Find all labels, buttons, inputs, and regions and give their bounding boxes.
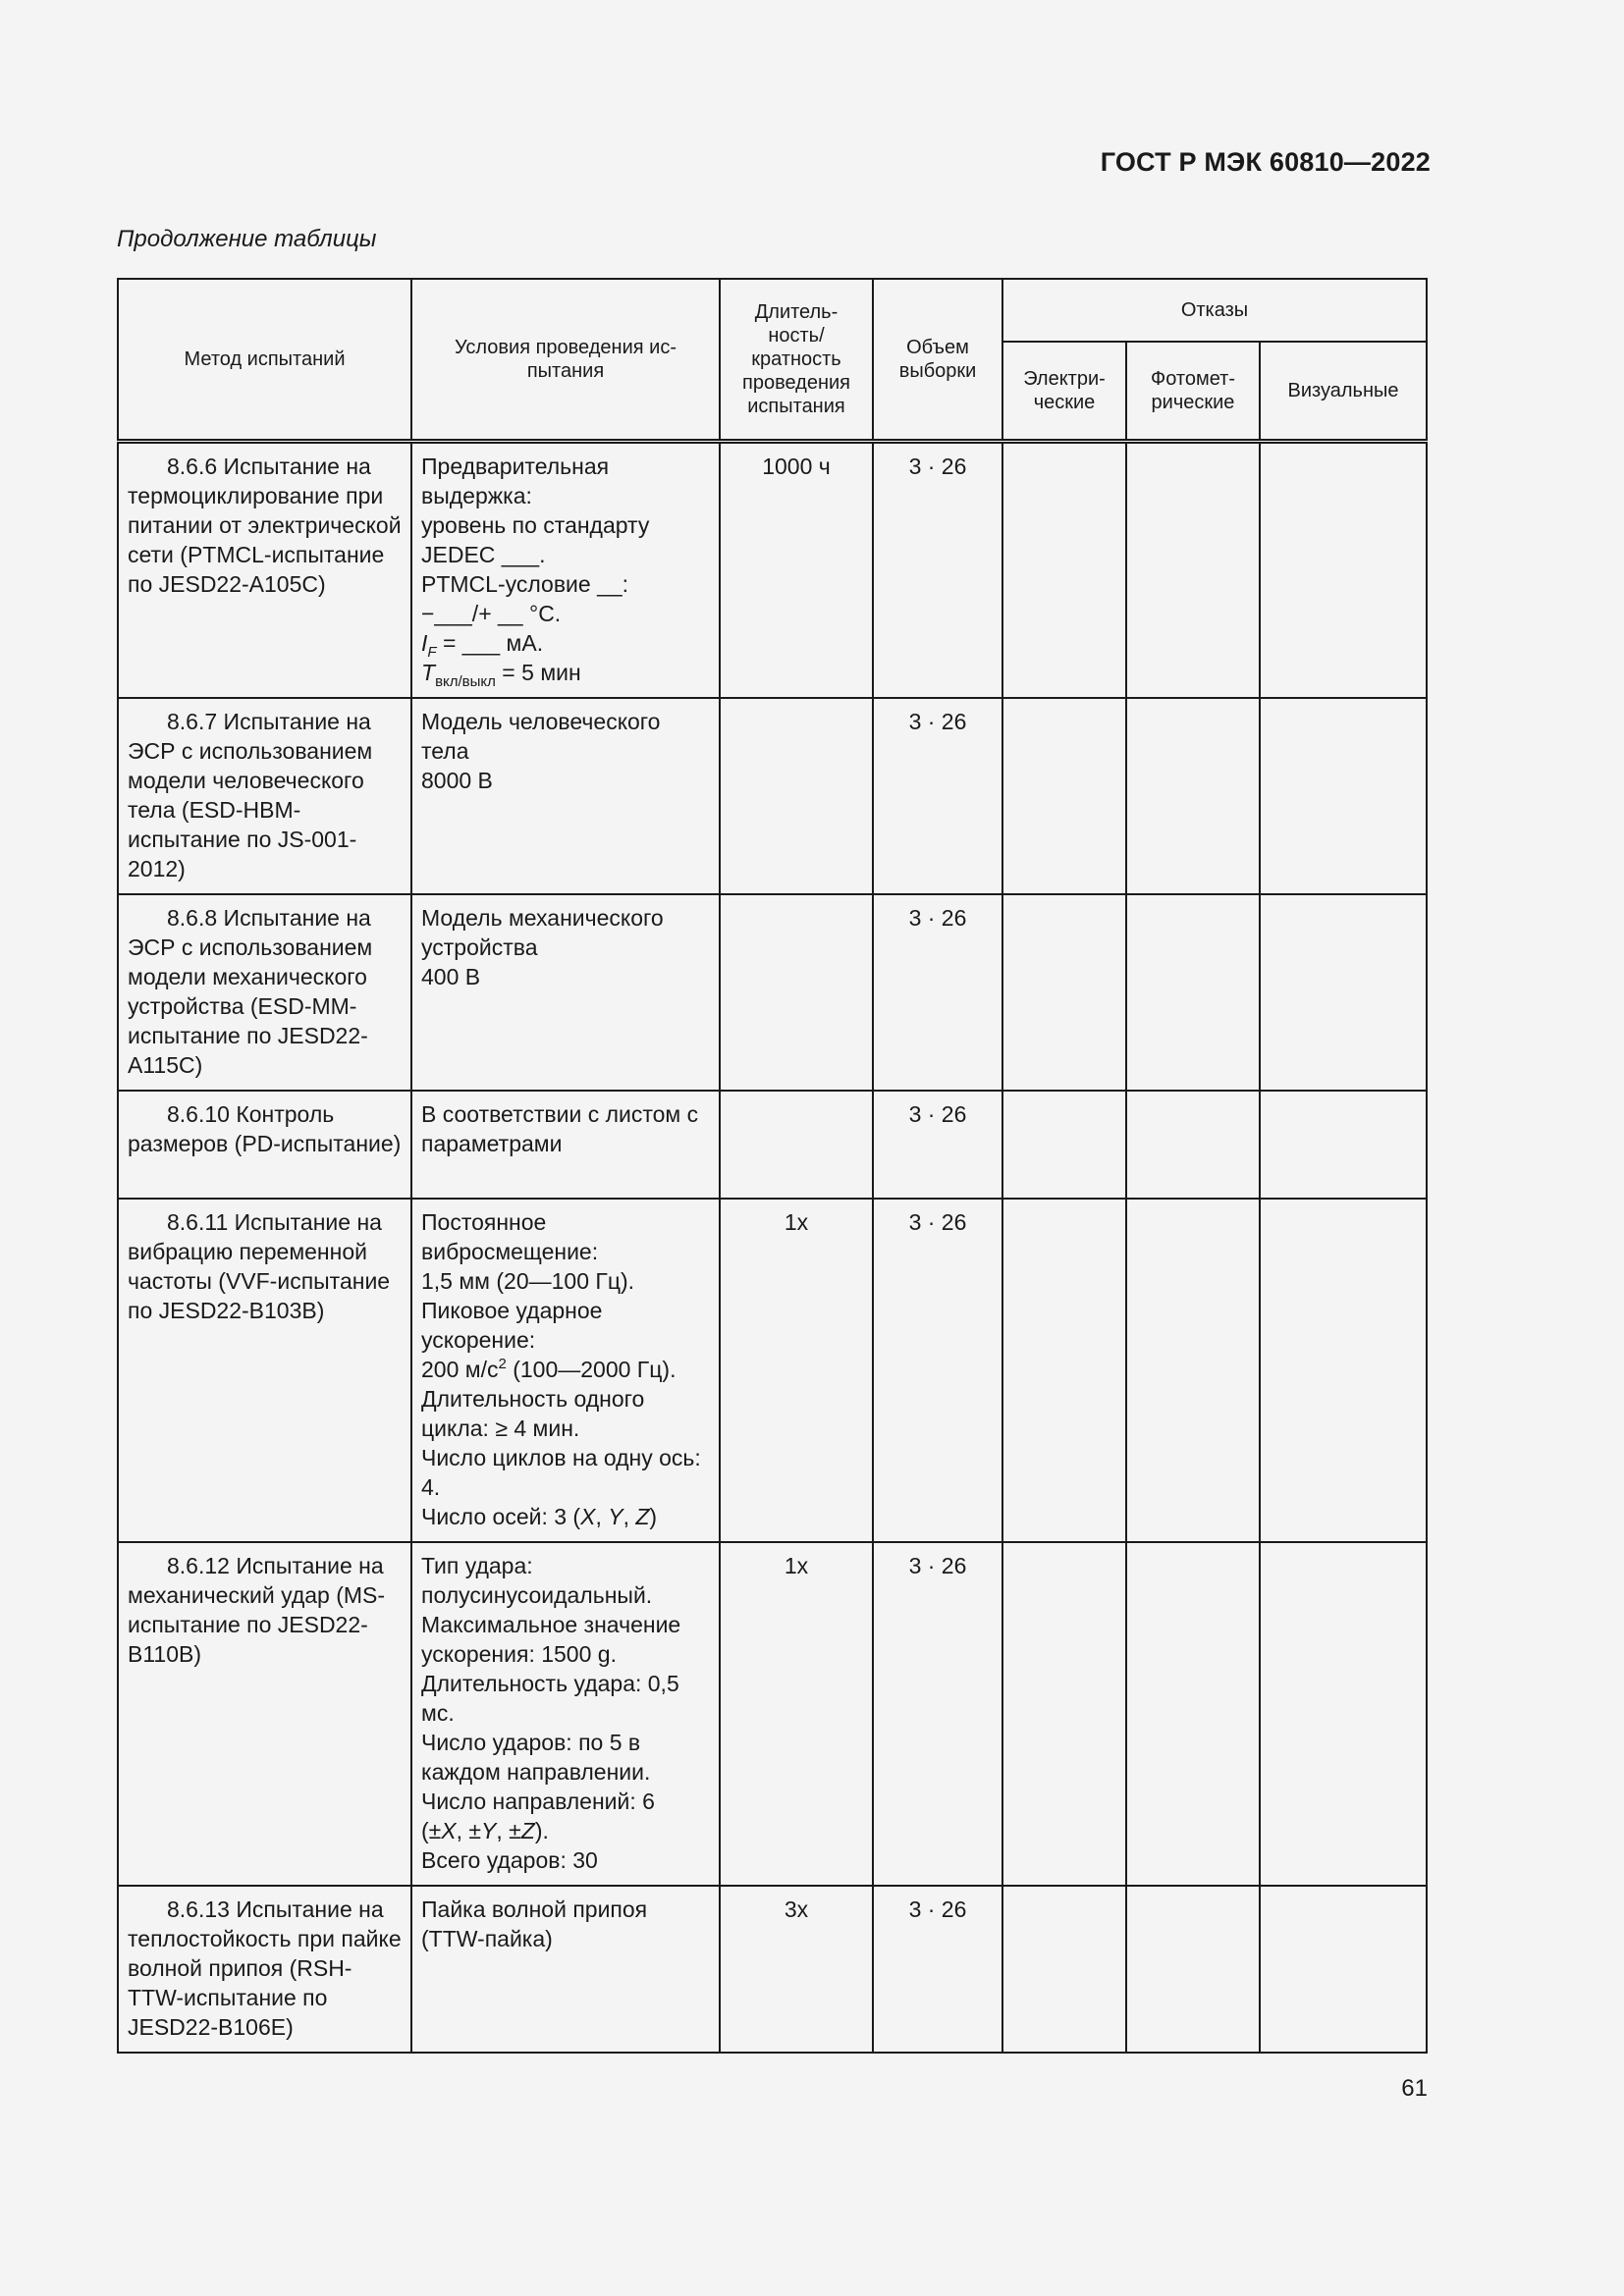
header-failures: Отказы [1002,279,1427,342]
duration-cell [720,1091,873,1199]
visual-cell [1260,1886,1427,2053]
method-cell: 8.6.8 Испытание на ЭСР с использованием модели механического устройства (ESD-MM-испытание по JESD22-A115C) [118,894,411,1091]
table-row [118,442,1427,699]
electrical-cell [1002,1091,1126,1199]
conditions-cell: Пайка волной припоя (TTW-пайка) [411,1886,720,2053]
table-row [118,1091,1427,1199]
table-row [118,894,1427,1091]
sample-cell: 3 · 26 [873,1542,1002,1886]
photometric-cell [1126,1886,1260,2053]
electrical-cell [1002,442,1126,699]
visual-cell [1260,1199,1427,1542]
duration-cell: 3x [720,1886,873,2053]
visual-cell [1260,1091,1427,1199]
method-cell: 8.6.12 Испытание на механический удар (MS-испытание по JESD22-B110B) [118,1542,411,1886]
table-row [118,1199,1427,1542]
table-continuation-caption: Продолжение таблицы [117,226,377,252]
test-methods-table [117,278,1428,2054]
sample-cell: 3 · 26 [873,1091,1002,1199]
method-cell: 8.6.11 Испытание на вибрацию переменной частоты (VVF-испытание по JESD22-B103B) [118,1199,411,1542]
header-sample-size: Объем выборки [873,279,1002,442]
sample-cell: 3 · 26 [873,698,1002,894]
duration-cell: 1x [720,1199,873,1542]
conditions-cell: Предварительная выдержка: уровень по стандарту JEDEC ___. PTMCL-условие __: −___/+ __ °C. $I_F$ = ___ мА. $T_{вкл/выкл} = 5$ мин [411,442,720,699]
header-electrical: Электри- ческие [1002,342,1126,442]
electrical-cell [1002,1542,1126,1886]
sample-cell: 3 · 26 [873,442,1002,699]
document-code: ГОСТ Р МЭК 60810—2022 [1100,147,1431,177]
conditions-cell: Модель механического устройства 400 В [411,894,720,1091]
conditions-cell: В соответствии с листом с параметрами [411,1091,720,1199]
electrical-cell [1002,1199,1126,1542]
sample-cell: 3 · 26 [873,1886,1002,2053]
table-row [118,1542,1427,1886]
header-photometric: Фотомет- рические [1126,342,1260,442]
photometric-cell [1126,698,1260,894]
method-cell: 8.6.7 Испытание на ЭСР с использованием модели человеческого тела (ESD-HBM-испытание по JS-001-2012) [118,698,411,894]
duration-cell [720,894,873,1091]
table-row [118,1886,1427,2053]
method-cell: 8.6.6 Испытание на термоциклирование при питании от электрической сети (PTMCL-испытание по JESD22-A105C) [118,442,411,699]
header-conditions: Условия проведения ис- пытания [411,279,720,442]
electrical-cell [1002,1886,1126,2053]
duration-cell [720,698,873,894]
conditions-cell: Постоянное виброcмещение: 1,5 мм (20—100 Гц). Пиковое ударное ускорение: 200 $м/с^2$ (100—2000 Гц). Длительность одного цикла: ≥ 4 мин. Число циклов на одну ось: 4. Число осей: 3 (X, Y, Z) [411,1199,720,1542]
visual-cell [1260,442,1427,699]
electrical-cell [1002,698,1126,894]
visual-cell [1260,698,1427,894]
photometric-cell [1126,894,1260,1091]
photometric-cell [1126,1091,1260,1199]
sample-cell: 3 · 26 [873,1199,1002,1542]
duration-cell: 1x [720,1542,873,1886]
photometric-cell [1126,442,1260,699]
header-duration: Длитель- ность/ кратность проведения испытания [720,279,873,442]
duration-cell: 1000 ч [720,442,873,699]
method-cell: 8.6.10 Контроль размеров (PD-испытание) [118,1091,411,1199]
conditions-cell: Тип удара: полусинусоидальный. Максимальное значение ускорения: 1500 g. Длительность удара: 0,5 мс. Число ударов: по 5 в каждом направлении. Число направлений: 6 (±X, ±Y, ±Z). Всего ударов: 30 [411,1542,720,1886]
conditions-cell: Модель человеческого тела 8000 В [411,698,720,894]
photometric-cell [1126,1542,1260,1886]
visual-cell [1260,894,1427,1091]
photometric-cell [1126,1199,1260,1542]
page-number: 61 [1401,2075,1428,2102]
electrical-cell [1002,894,1126,1091]
method-cell: 8.6.13 Испытание на теплостойкость при пайке волной припоя (RSH-TTW-испытание по JESD22-B106E) [118,1886,411,2053]
header-visual: Визуальные [1260,342,1427,442]
header-method: Метод испытаний [118,279,411,442]
visual-cell [1260,1542,1427,1886]
sample-cell: 3 · 26 [873,894,1002,1091]
table-row [118,698,1427,894]
